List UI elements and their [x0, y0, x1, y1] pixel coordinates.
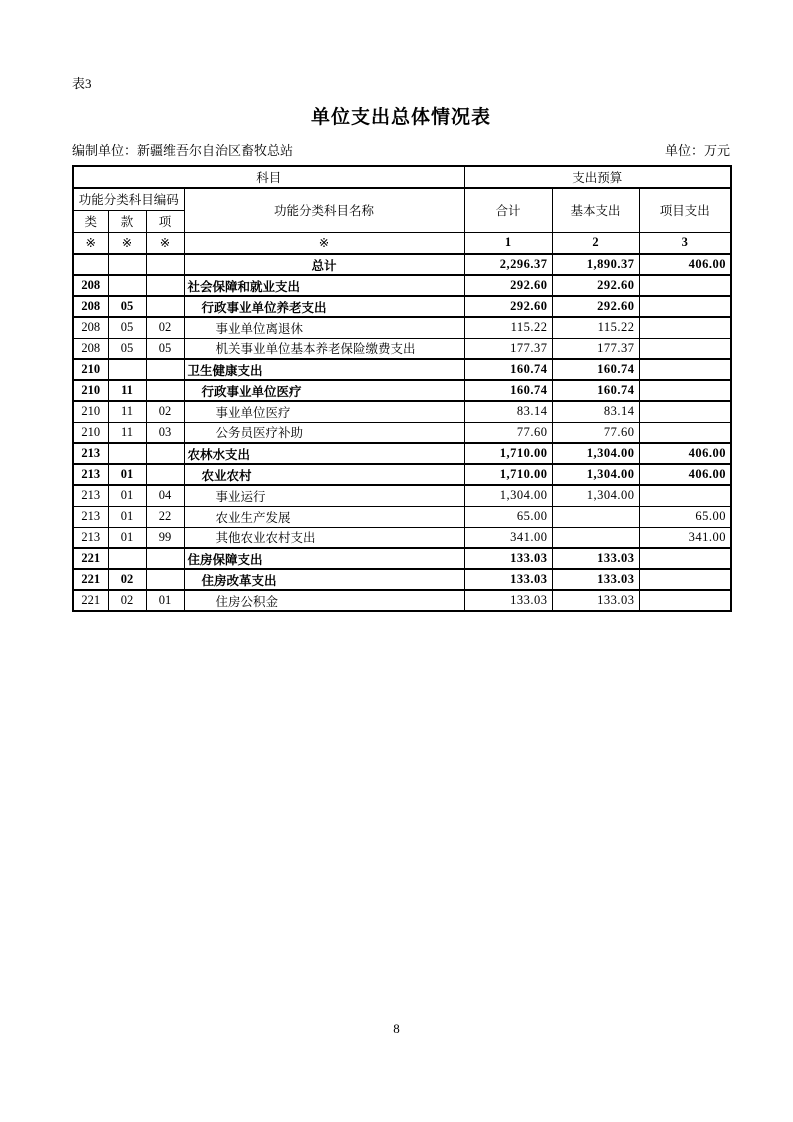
table-row: [73, 422, 731, 443]
page-title: 单位支出总体情况表: [310, 107, 491, 128]
code-item-cell: 02: [146, 401, 184, 422]
subject-name-cell: 农林水支出: [184, 443, 464, 464]
code-item-cell: [146, 380, 184, 401]
code-class-cell: 221: [73, 569, 108, 590]
header-row-groups: [73, 166, 731, 188]
project-cell: [639, 569, 731, 590]
code-class-cell: [73, 254, 108, 275]
code-section-cell: 02: [108, 590, 146, 611]
total-cell: 177.37: [464, 338, 552, 359]
code-section-cell: 01: [108, 464, 146, 485]
basic-cell: 133.03: [552, 548, 639, 569]
total-cell: 77.60: [464, 422, 552, 443]
code-class-cell: 221: [73, 590, 108, 611]
code-section-cell: 01: [108, 527, 146, 548]
subject-name-cell: 社会保障和就业支出: [184, 275, 464, 296]
code-section-cell: 11: [108, 380, 146, 401]
column-index-cell: 3: [639, 232, 731, 254]
table-row: [73, 506, 731, 527]
table-row: [73, 338, 731, 359]
code-item-cell: [146, 548, 184, 569]
table-number-label: 表3: [72, 76, 92, 91]
total-cell: 115.22: [464, 317, 552, 338]
header-total-col: 合计: [464, 188, 552, 232]
basic-cell: 83.14: [552, 401, 639, 422]
basic-cell: 1,304.00: [552, 485, 639, 506]
page-number: 8: [393, 1021, 400, 1036]
total-cell: 83.14: [464, 401, 552, 422]
basic-cell: 177.37: [552, 338, 639, 359]
code-item-cell: [146, 569, 184, 590]
basic-cell: [552, 506, 639, 527]
basic-cell: 292.60: [552, 296, 639, 317]
basic-cell: 133.03: [552, 569, 639, 590]
column-index-cell: 2: [552, 232, 639, 254]
total-cell: 1,710.00: [464, 464, 552, 485]
meta-row: [72, 143, 730, 159]
code-class-cell: 210: [73, 380, 108, 401]
subject-name-cell: 其他农业农村支出: [184, 527, 464, 548]
code-item-cell: 03: [146, 422, 184, 443]
column-index-cell: 1: [464, 232, 552, 254]
total-cell: 160.74: [464, 359, 552, 380]
marker-cell: ※: [108, 232, 146, 254]
code-item-cell: 99: [146, 527, 184, 548]
code-section-cell: [108, 275, 146, 296]
project-cell: [639, 485, 731, 506]
header-basic-col: 基本支出: [552, 188, 639, 232]
document-content: [72, 76, 730, 612]
table-body: [73, 254, 731, 611]
subject-name-cell: 公务员医疗补助: [184, 422, 464, 443]
total-cell: 292.60: [464, 296, 552, 317]
code-item-cell: [146, 443, 184, 464]
subject-name-cell: 农业农村: [184, 464, 464, 485]
code-item-cell: 02: [146, 317, 184, 338]
subject-name-cell: 机关事业单位基本养老保险缴费支出: [184, 338, 464, 359]
code-class-cell: 210: [73, 401, 108, 422]
subject-name-cell: 行政事业单位医疗: [184, 380, 464, 401]
table-row: [73, 380, 731, 401]
total-cell: 1,710.00: [464, 443, 552, 464]
subject-name-cell: 住房公积金: [184, 590, 464, 611]
code-section-cell: 11: [108, 422, 146, 443]
total-cell: 341.00: [464, 527, 552, 548]
code-section-cell: [108, 359, 146, 380]
marker-cell: ※: [73, 232, 108, 254]
header-row-codegroup: [73, 188, 731, 210]
total-cell: 133.03: [464, 569, 552, 590]
code-class-cell: 208: [73, 338, 108, 359]
table-row: [73, 590, 731, 611]
code-class-cell: 210: [73, 422, 108, 443]
subject-name-cell: 事业运行: [184, 485, 464, 506]
code-class-cell: 208: [73, 317, 108, 338]
table-row: [73, 296, 731, 317]
basic-cell: 133.03: [552, 590, 639, 611]
basic-cell: 292.60: [552, 275, 639, 296]
table-row: [73, 569, 731, 590]
code-class-cell: 208: [73, 296, 108, 317]
code-item-cell: [146, 296, 184, 317]
project-cell: [639, 275, 731, 296]
project-cell: 406.00: [639, 254, 731, 275]
code-item-cell: [146, 464, 184, 485]
header-subject: 科目: [73, 166, 464, 188]
basic-cell: 1,890.37: [552, 254, 639, 275]
project-cell: [639, 359, 731, 380]
code-item-cell: 04: [146, 485, 184, 506]
table-row: [73, 359, 731, 380]
basic-cell: 160.74: [552, 359, 639, 380]
project-cell: [639, 338, 731, 359]
code-class-cell: 208: [73, 275, 108, 296]
code-class-cell: 210: [73, 359, 108, 380]
marker-cell: ※: [146, 232, 184, 254]
code-class-cell: 213: [73, 485, 108, 506]
project-cell: 341.00: [639, 527, 731, 548]
subject-name-cell: 住房保障支出: [184, 548, 464, 569]
project-cell: 406.00: [639, 443, 731, 464]
code-class-cell: 221: [73, 548, 108, 569]
table-row: [73, 443, 731, 464]
total-cell: 2,296.37: [464, 254, 552, 275]
basic-cell: [552, 527, 639, 548]
subject-name-cell: 行政事业单位养老支出: [184, 296, 464, 317]
code-item-cell: [146, 254, 184, 275]
basic-cell: 160.74: [552, 380, 639, 401]
subject-name-cell: 事业单位医疗: [184, 401, 464, 422]
code-item-cell: [146, 275, 184, 296]
project-cell: [639, 401, 731, 422]
code-class-cell: 213: [73, 506, 108, 527]
table-row: [73, 401, 731, 422]
header-code-group: 功能分类科目编码: [73, 188, 184, 210]
code-section-cell: 05: [108, 317, 146, 338]
code-section-cell: 01: [108, 506, 146, 527]
project-cell: [639, 422, 731, 443]
project-cell: 406.00: [639, 464, 731, 485]
basic-cell: 1,304.00: [552, 443, 639, 464]
code-section-cell: [108, 443, 146, 464]
code-section-cell: 05: [108, 338, 146, 359]
total-cell: 133.03: [464, 590, 552, 611]
table-row: [73, 527, 731, 548]
header-code-item: 项: [146, 210, 184, 232]
expenditure-table: [72, 165, 732, 612]
unit-label: 单位：万元: [664, 143, 730, 158]
code-section-cell: 01: [108, 485, 146, 506]
code-section-cell: 05: [108, 296, 146, 317]
total-cell: 160.74: [464, 380, 552, 401]
header-code-class: 类: [73, 210, 108, 232]
code-item-cell: 05: [146, 338, 184, 359]
header-project-col: 项目支出: [639, 188, 731, 232]
marker-cell: ※: [184, 232, 464, 254]
table-row: [73, 464, 731, 485]
code-section-cell: [108, 254, 146, 275]
project-cell: [639, 296, 731, 317]
basic-cell: 77.60: [552, 422, 639, 443]
subject-name-cell: 卫生健康支出: [184, 359, 464, 380]
table-row: [73, 275, 731, 296]
subject-name-cell: 住房改革支出: [184, 569, 464, 590]
project-cell: [639, 590, 731, 611]
subject-name-cell: 总计: [184, 254, 464, 275]
total-cell: 292.60: [464, 275, 552, 296]
code-item-cell: [146, 359, 184, 380]
code-section-cell: 11: [108, 401, 146, 422]
project-cell: [639, 548, 731, 569]
table-row: [73, 317, 731, 338]
total-cell: 1,304.00: [464, 485, 552, 506]
code-class-cell: 213: [73, 527, 108, 548]
table-row: [73, 254, 731, 275]
prepared-by-label: 编制单位：新疆维吾尔自治区畜牧总站: [72, 143, 294, 158]
header-code-section: 款: [108, 210, 146, 232]
code-item-cell: 22: [146, 506, 184, 527]
code-section-cell: [108, 548, 146, 569]
total-cell: 65.00: [464, 506, 552, 527]
header-row-marker: [73, 232, 731, 254]
code-item-cell: 01: [146, 590, 184, 611]
code-section-cell: 02: [108, 569, 146, 590]
header-name-col: 功能分类科目名称: [184, 188, 464, 232]
basic-cell: 115.22: [552, 317, 639, 338]
header-budget: 支出预算: [464, 166, 731, 188]
project-cell: [639, 317, 731, 338]
total-cell: 133.03: [464, 548, 552, 569]
table-row: [73, 485, 731, 506]
code-class-cell: 213: [73, 464, 108, 485]
subject-name-cell: 事业单位离退休: [184, 317, 464, 338]
subject-name-cell: 农业生产发展: [184, 506, 464, 527]
basic-cell: 1,304.00: [552, 464, 639, 485]
project-cell: 65.00: [639, 506, 731, 527]
project-cell: [639, 380, 731, 401]
code-class-cell: 213: [73, 443, 108, 464]
table-row: [73, 548, 731, 569]
